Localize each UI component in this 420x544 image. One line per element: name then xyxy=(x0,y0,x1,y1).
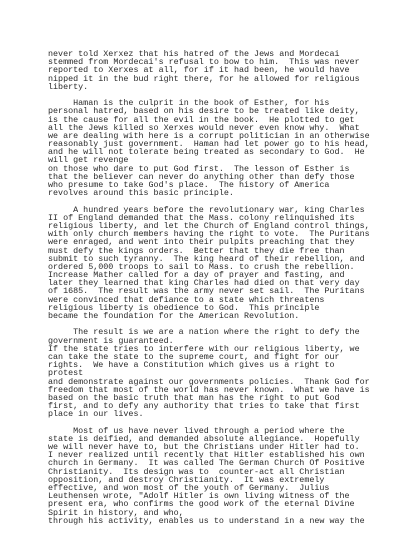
text-line: II of England demanded that the Mass. colony relinquished its xyxy=(48,212,355,223)
text-line: ordered 5,000 troops to sail to Mass. to crush the rebellion. xyxy=(48,261,355,272)
text-line: were convinced that defiance to a state which threatens xyxy=(48,294,325,305)
text-line: all the Jews killed so Xerxes would never even know why. What xyxy=(48,122,360,133)
paragraph xyxy=(48,328,420,418)
text-line: that the believer can never do anything other than defy those xyxy=(48,171,355,182)
text-line: If the state tries to interfere with our religious liberty, we xyxy=(48,343,360,354)
text-line: Increase Mather called for a day of prayer and fasting, and xyxy=(48,270,345,281)
text-line: Leuthensen wrote, "Adolf Hitler is own living witness of the xyxy=(48,491,350,502)
text-line: rights. We have a Constitution which gives us a right to xyxy=(48,360,335,371)
text-line: through his activity, enables us to understand in a new way the xyxy=(48,515,365,526)
text-line: religious liberty, and let the Church of England control things, xyxy=(48,220,370,231)
text-line: and demonstrate against our governments policies. Thank God for xyxy=(48,376,370,387)
text-line: liberty. xyxy=(48,81,89,92)
paragraph xyxy=(48,427,420,525)
text-line: submit to such tyranny. The king heard of their rebellion, and xyxy=(48,253,365,264)
text-line: reported to Xerxes at all, for if it had been, he would have xyxy=(48,65,350,76)
text-line: is the cause for all the evil in the book. He plotted to get xyxy=(48,114,355,125)
text-line: we will never have to, but the Christians under Hitler had to. xyxy=(48,442,360,452)
text-line: religious liberty is obedience to God. This principle xyxy=(48,302,320,313)
text-line: became the foundation for the American Revolution. xyxy=(48,311,300,321)
text-line: of 1685. The result was the army never set sail. The Puritans xyxy=(48,286,365,297)
text-line: freedom that most of the world has never known. What we have is xyxy=(48,384,370,395)
text-line: will get revenge xyxy=(48,155,129,166)
text-line: effective, and won most of the youth of Germany. Julius xyxy=(48,482,330,493)
text-line: government is guaranteed. xyxy=(48,335,174,346)
paragraph xyxy=(48,206,420,321)
text-line: later they learned that king Charles had died on that very day xyxy=(48,278,360,289)
text-line: protest xyxy=(48,368,84,379)
text-line: state is deified, and demanded absolute allegiance. Hopefully xyxy=(48,433,360,444)
text-line: present era, who confirms the good work of the eternal Divine xyxy=(48,499,355,510)
text-line: Christianity. Its design was to counter-act all Christian xyxy=(48,466,345,477)
text-line: on those who dare to put God first. The lesson of Esther is xyxy=(48,163,350,174)
text-line: Most of us have never lived through a period where the xyxy=(48,425,345,436)
text-line: nipped it in the bud right there, for he allowed for religious xyxy=(48,73,360,84)
text-line: reasonably just government. Haman had let power go to his head, xyxy=(48,139,370,150)
text-line: church in Germany. It was called The German Church Of Positive xyxy=(48,458,365,469)
paragraph xyxy=(48,50,420,91)
text-line: personal hatred, based on his desire to be treated like deity, xyxy=(48,106,360,117)
text-line: can take the state to the supreme court, and fight for our xyxy=(48,351,340,362)
text-line: were enraged, and went into their pulpits preaching that they xyxy=(48,237,355,248)
text-line: stemmed from Mordecai's refusal to bow to him. This was never xyxy=(48,57,360,68)
text-line: The result is we are a nation where the right to defy the xyxy=(48,327,360,338)
text-line: with only church members having the right to vote. The Puritans xyxy=(48,229,370,240)
text-line: must defy the kings orders. Better that they die free than xyxy=(48,245,345,256)
text-line: never told Xerxez that his hatred of the Jews and Mordecai xyxy=(48,49,340,59)
paragraph xyxy=(48,99,420,197)
text-line: we are dealing with here is a corrupt politician in an otherwise xyxy=(48,130,370,141)
text-line: and he will not tolerate being treated as secondary to God. He xyxy=(48,147,365,158)
text-line: I never realized until recently that Hitler established his own xyxy=(48,450,365,461)
text-line: based on the basic truth that man has the right to put God xyxy=(48,392,340,403)
text-line: who presume to take God's place. The history of America xyxy=(48,180,330,190)
text-line: Haman is the culprit in the book of Esther, for his xyxy=(48,98,330,109)
text-line: revolves around this basic principle. xyxy=(48,188,234,199)
text-line: opposition, and destroy Christianity. It was extremely xyxy=(48,474,325,485)
text-line: place in our lives. xyxy=(48,409,144,420)
text-line: A hundred years before the revolutionary war, king Charles xyxy=(48,204,365,215)
text-line: Spirit in history, and who, xyxy=(48,507,184,518)
text-line: first, and to defy any authority that tries to take that first xyxy=(48,401,360,412)
